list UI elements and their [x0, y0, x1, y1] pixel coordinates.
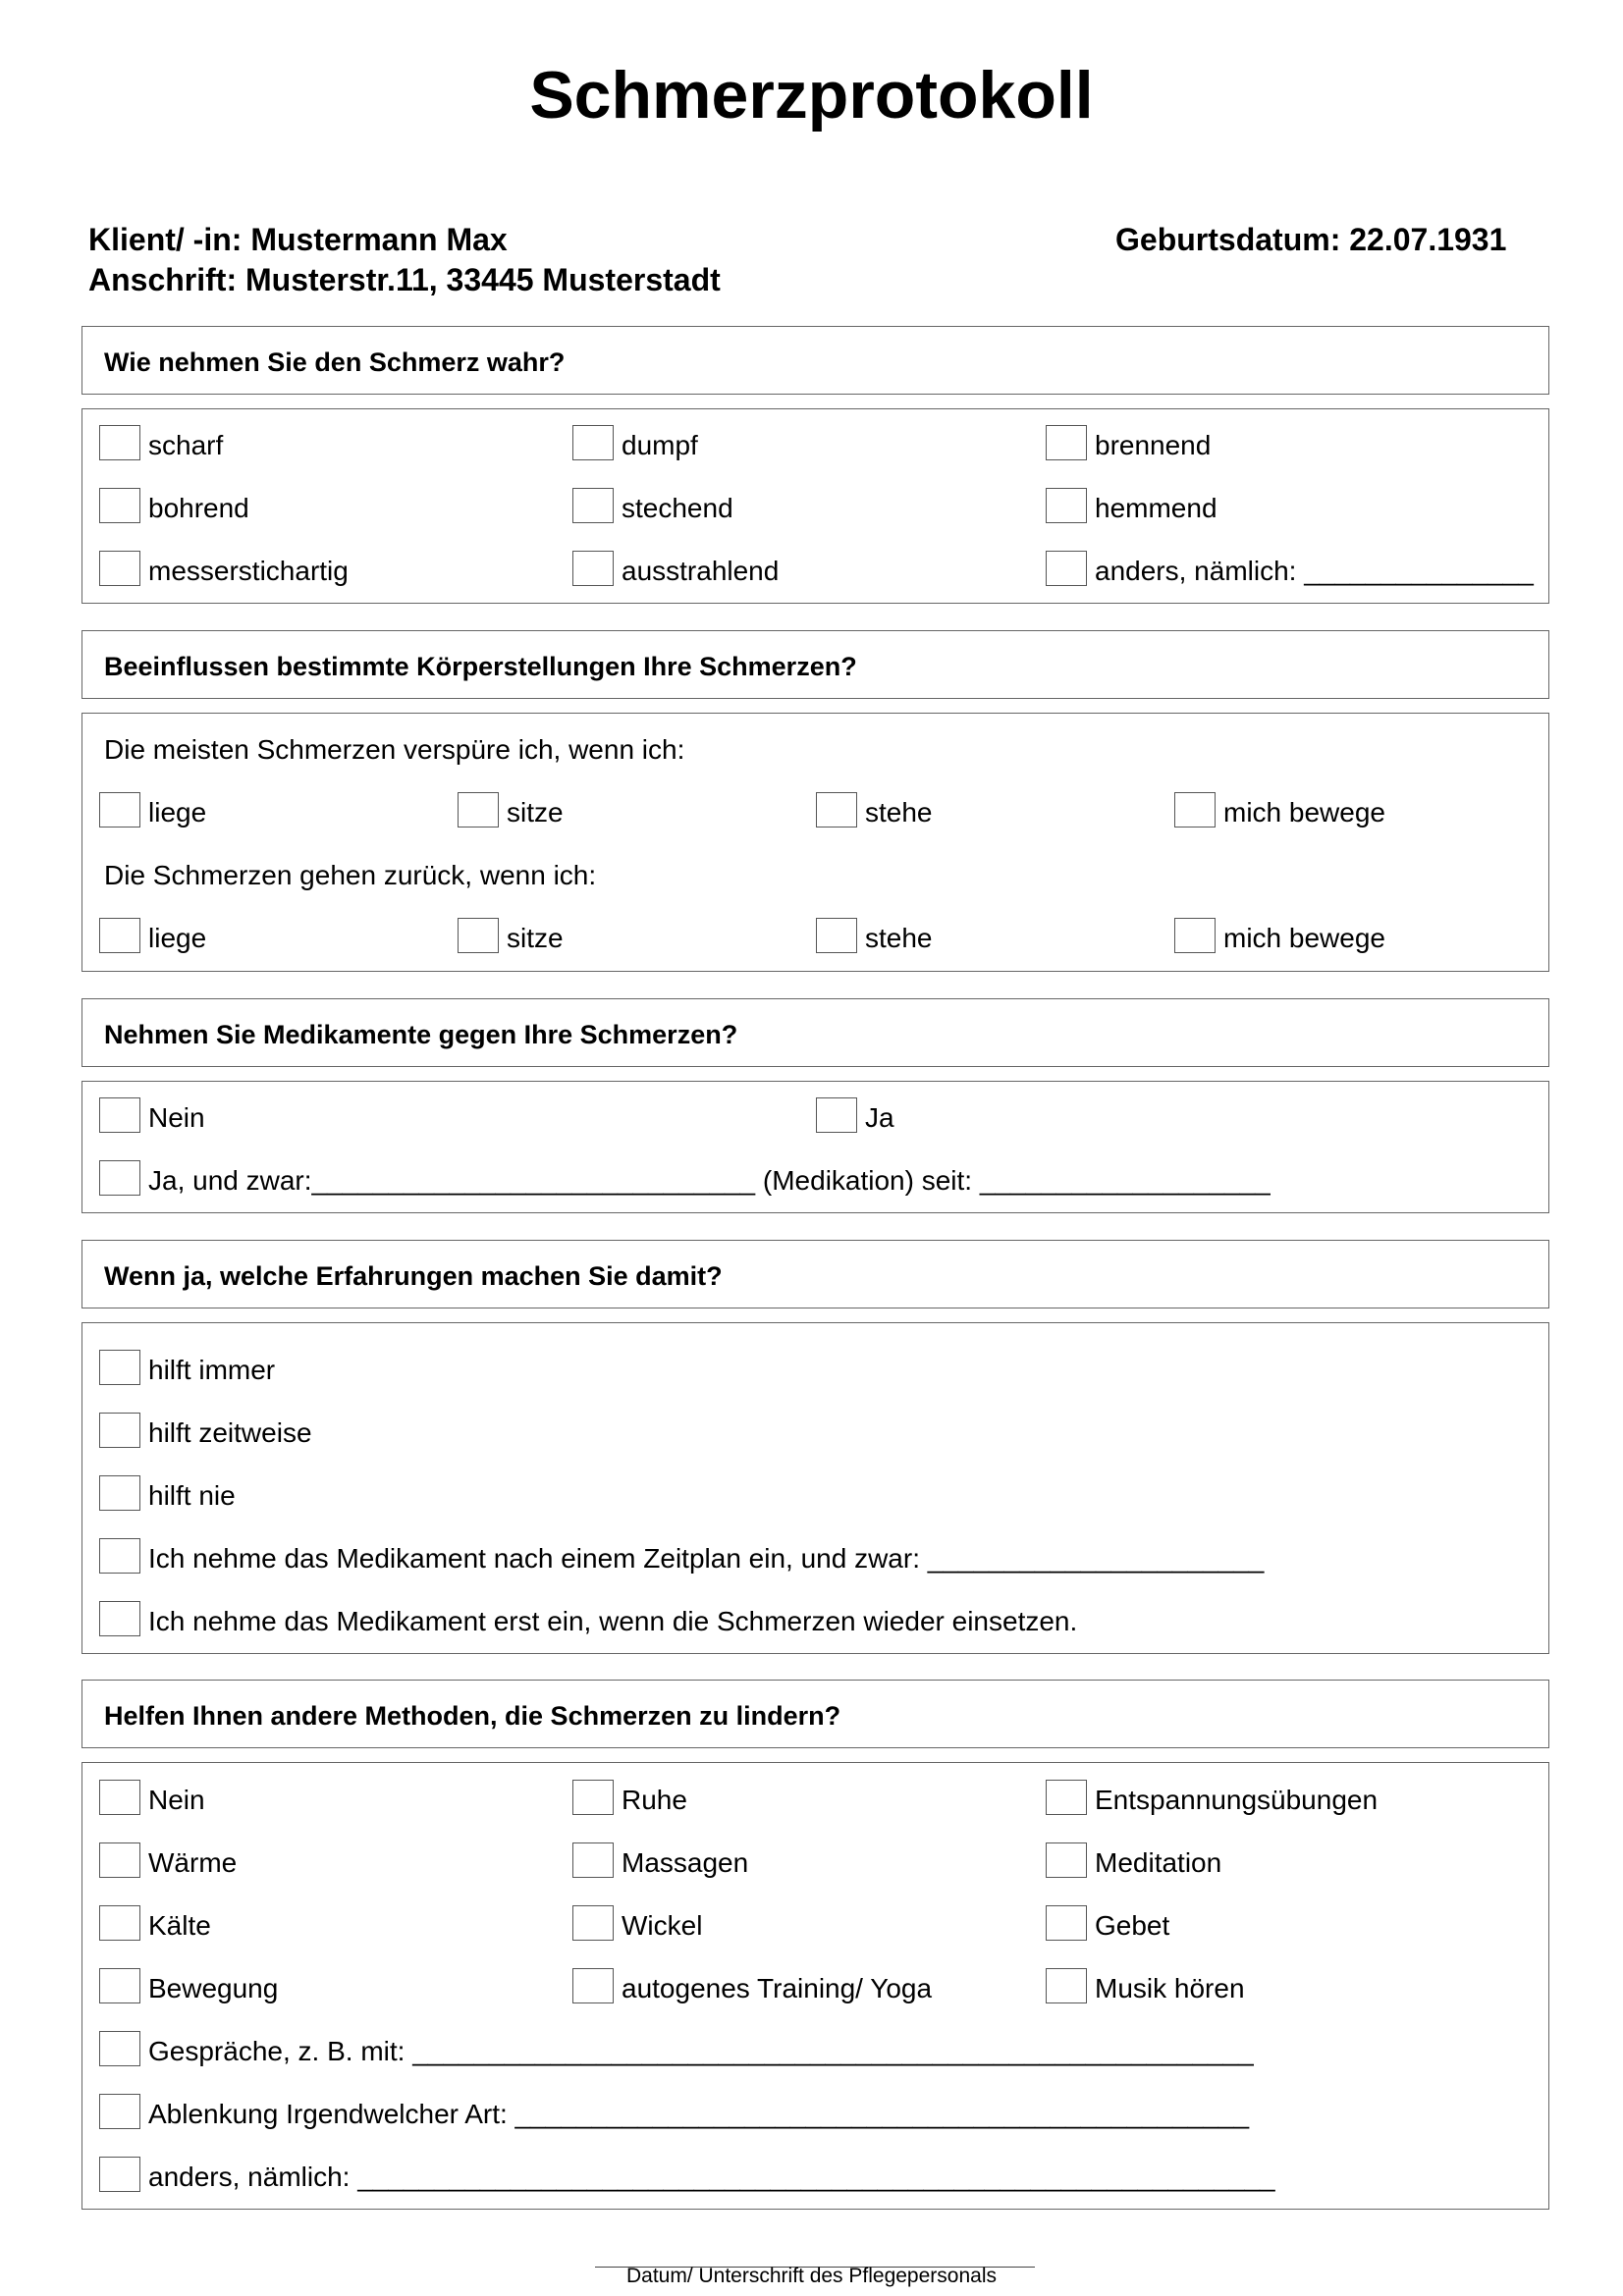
- q4-options-box: [81, 1322, 1549, 1654]
- birthdate: Geburtsdatum: 22.07.1931: [1115, 222, 1507, 257]
- client-address: Anschrift: Musterstr.11, 33445 Musterstadt: [88, 262, 721, 297]
- checkbox[interactable]: [1046, 425, 1087, 460]
- checkbox[interactable]: [1046, 1842, 1087, 1878]
- checkbox[interactable]: [99, 1475, 140, 1511]
- q2-prompt-most: Die meisten Schmerzen verspüre ich, wenn ich:: [104, 734, 685, 765]
- checkbox[interactable]: [572, 1905, 614, 1941]
- q2-title: Beeinflussen bestimmte Körperstellungen Ihre Schmerzen?: [104, 652, 857, 681]
- checkbox[interactable]: [99, 488, 140, 523]
- checkbox[interactable]: [99, 1160, 140, 1196]
- checkbox[interactable]: [1046, 551, 1087, 586]
- checkbox[interactable]: [99, 1538, 140, 1574]
- checkbox[interactable]: [572, 551, 614, 586]
- q4-title: Wenn ja, welche Erfahrungen machen Sie damit?: [104, 1261, 723, 1291]
- checkbox[interactable]: [99, 1968, 140, 2003]
- checkbox[interactable]: [816, 918, 857, 953]
- checkbox[interactable]: [99, 1601, 140, 1636]
- checkbox[interactable]: [458, 792, 499, 828]
- checkbox[interactable]: [99, 792, 140, 828]
- checkbox[interactable]: [1174, 792, 1216, 828]
- checkbox[interactable]: [1046, 1780, 1087, 1815]
- checkbox[interactable]: [99, 918, 140, 953]
- q2-prompt-back: Die Schmerzen gehen zurück, wenn ich:: [104, 860, 597, 890]
- checkbox[interactable]: [99, 1097, 140, 1133]
- checkbox[interactable]: [1046, 1968, 1087, 2003]
- checkbox[interactable]: [1046, 1905, 1087, 1941]
- checkbox[interactable]: [99, 1780, 140, 1815]
- checkbox[interactable]: [99, 1413, 140, 1448]
- checkbox[interactable]: [99, 1350, 140, 1385]
- checkbox[interactable]: [99, 2094, 140, 2129]
- checkbox[interactable]: [572, 425, 614, 460]
- q3-title: Nehmen Sie Medikamente gegen Ihre Schmerzen?: [104, 1020, 738, 1049]
- q5-title: Helfen Ihnen andere Methoden, die Schmerzen zu lindern?: [104, 1701, 841, 1731]
- checkbox[interactable]: [572, 488, 614, 523]
- page-title: Schmerzprotokoll: [529, 58, 1094, 133]
- checkbox[interactable]: [816, 1097, 857, 1133]
- checkbox[interactable]: [572, 1780, 614, 1815]
- checkbox[interactable]: [1174, 918, 1216, 953]
- signature-caption: Datum/ Unterschrift des Pflegepersonals: [625, 2265, 997, 2287]
- checkbox[interactable]: [572, 1968, 614, 2003]
- checkbox[interactable]: [99, 551, 140, 586]
- checkbox[interactable]: [572, 1842, 614, 1878]
- checkbox[interactable]: [99, 2157, 140, 2192]
- checkbox[interactable]: [1046, 488, 1087, 523]
- checkbox[interactable]: [816, 792, 857, 828]
- q1-title: Wie nehmen Sie den Schmerz wahr?: [104, 347, 566, 377]
- client-name: Klient/ -in: Mustermann Max: [88, 222, 508, 257]
- checkbox[interactable]: [99, 425, 140, 460]
- checkbox[interactable]: [458, 918, 499, 953]
- checkbox[interactable]: [99, 2031, 140, 2066]
- checkbox[interactable]: [99, 1842, 140, 1878]
- checkbox[interactable]: [99, 1905, 140, 1941]
